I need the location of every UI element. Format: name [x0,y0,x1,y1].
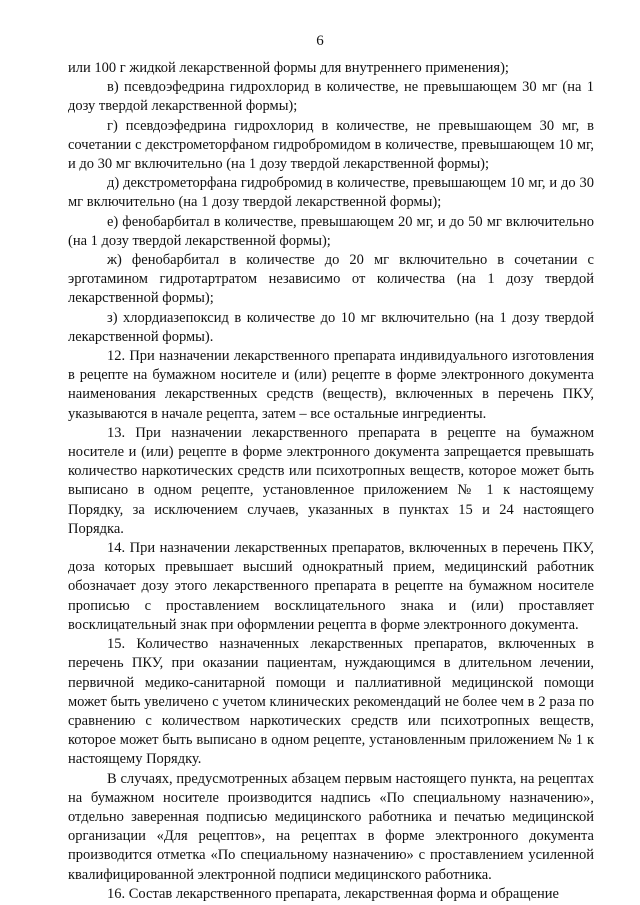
paragraph-item-e: е) фенобарбитал в количестве, превышающем 20 мг, и до 50 мг включительно (на 1 дозу твердой лекарственной формы); [68,213,594,249]
paragraph-item-zh: ж) фенобарбитал в количестве до 20 мг включительно в сочетании с эрготамином гидротартратом независимо от количества (на 1 дозу твердой лекарственной формы); [68,252,594,307]
paragraph-continuation: или 100 г жидкой лекарственной формы для внутреннего применения); [68,60,509,76]
paragraph-item-g: г) псевдоэфедрина гидрохлорид в количестве, не превышающем 30 мг, в сочетании с декстрометорфаном гидробромидом в количестве, превышающем 10 мг, и до 30 мг включительно (на 1 дозу твердой лекарственной формы); [68,117,594,173]
paragraph-clause-14: 14. При назначении лекарственных препаратов, включенных в перечень ПКУ, доза которых превышает высший однократный прием, медицинский работник обозначает дозу этого лекарственного препарата в рецепте на бумажном носителе прописью с проставлением восклицательного знака и (или) проставляет восклицательный знак при оформлении рецепта в форме электронного документа. [68,540,594,633]
paragraph-item-v: в) псевдоэфедрина гидрохлорид в количестве, не превышающем 30 мг (на 1 дозу твердой лекарственной формы); [68,79,594,115]
paragraph-clause-16: 16. Состав лекарственного препарата, лекарственная форма и обращение [107,885,559,902]
paragraph-clause-13: 13. При назначении лекарственного препарата в рецепте на бумажном носителе и (или) рецепте в форме электронного документа запрещается превышать количество наркотических средств или психотропных веществ, которое может быть выписано в одном рецепте, установленное приложением № 1 к настоящему Порядку, за исключением случаев, указанных в пунктах 15 и 24 настоящего Порядка. [68,424,594,537]
paragraph-item-z: з) хлордиазепоксид в количестве до 10 мг включительно (на 1 дозу твердой лекарственной формы). [68,309,594,345]
paragraph-clause-15-second: В случаях, предусмотренных абзацем первым настоящего пункта, на рецептах на бумажном носителе производится надпись «По специальному назначению», отдельно заверенная подписью медицинского работника и печатью медицинской организации «Для рецептов», на рецептах в форме электронного документа производится отметка «По специальному назначению» с проставлением усиленной квалифицированной электронной подписи медицинского работника. [68,770,594,883]
paragraph-item-d: д) декстрометорфана гидробромид в количестве, превышающем 10 мг, и до 30 мг включительно (на 1 дозу твердой лекарственной формы); [68,175,594,211]
paragraph-clause-15: 15. Количество назначенных лекарственных препаратов, включенных в перечень ПКУ, при оказании пациентам, нуждающимся в длительном лечении, первичной медико-санитарной помощи и паллиативной медицинской помощи может быть увеличено с учетом клинических рекомендаций не более чем в 2 раза по сравнению с количеством наркотических средств или психотропных веществ, которое может быть выписано в одном рецепте, установленным приложением № 1 к настоящему Порядку. [68,636,594,768]
paragraph-clause-12: 12. При назначении лекарственного препарата индивидуального изготовления в рецепте на бумажном носителе и (или) рецепте в форме электронного документа наименования лекарственных средств (веществ), включенных в перечень ПКУ, указываются в начале рецепта, затем – все остальные ингредиенты. [68,348,594,422]
document-body [68,59,594,904]
page-number: 6 [316,33,324,49]
